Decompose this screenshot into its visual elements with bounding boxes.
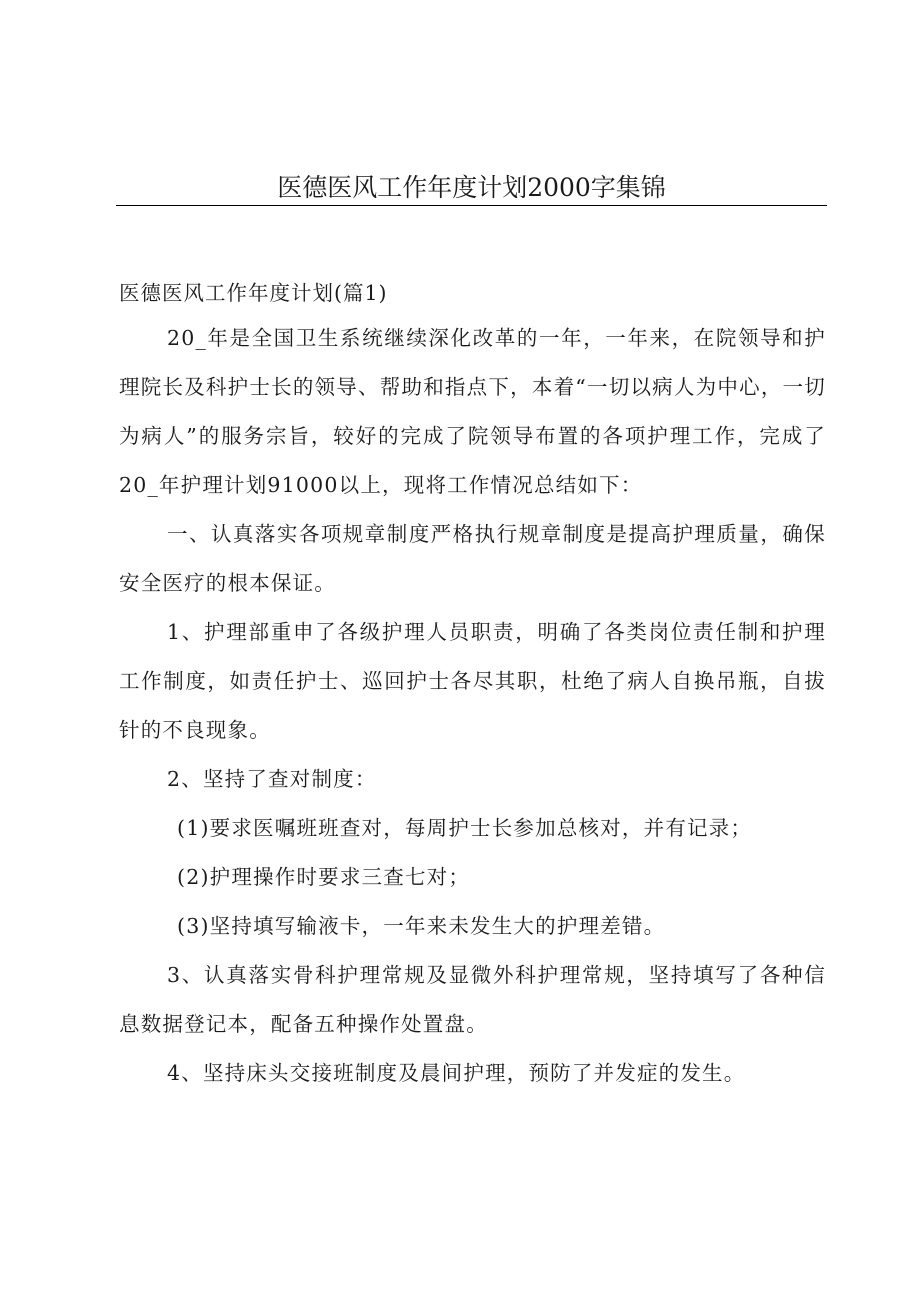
- sub-item-1: (1)要求医嘱班班查对，每周护士长参加总核对，并有记录；: [177, 816, 753, 840]
- item-2-paragraph: 2、坚持了查对制度：: [167, 767, 377, 791]
- title-underline: [116, 205, 827, 206]
- sub-item-2: (2)护理操作时要求三查七对；: [177, 865, 471, 889]
- item-4-paragraph: 4、坚持床头交接班制度及晨间护理，预防了并发症的发生。: [167, 1061, 746, 1085]
- section-heading: 医德医风工作年度计划(篇1): [119, 281, 388, 305]
- document-body: [119, 272, 826, 1098]
- document-title: 医德医风工作年度计划2000字集锦: [277, 173, 666, 202]
- point-one-paragraph: 一、认真落实各项规章制度严格执行规章制度是提高护理质量，确保安全医疗的根本保证。: [119, 522, 826, 595]
- item-3-paragraph: 3、认真落实骨科护理常规及显微外科护理常规，坚持填写了各种信息数据登记本，配备五种操作处置盘。: [119, 963, 826, 1036]
- intro-paragraph: 20_年是全国卫生系统继续深化改革的一年，一年来，在院领导和护理院长及科护士长的领导、帮助和指点下，本着“一切以病人为中心，一切为病人”的服务宗旨，较好的完成了院领导布置的各项护理工作，完成了20_年护理计划91000以上，现将工作情况总结如下：: [119, 326, 826, 497]
- item-1-paragraph: 1、护理部重申了各级护理人员职责，明确了各类岗位责任制和护理工作制度，如责任护士、巡回护士各尽其职，杜绝了病人自换吊瓶，自拔针的不良现象。: [119, 620, 826, 742]
- sub-item-3: (3)坚持填写输液卡，一年来未发生大的护理差错。: [177, 914, 666, 938]
